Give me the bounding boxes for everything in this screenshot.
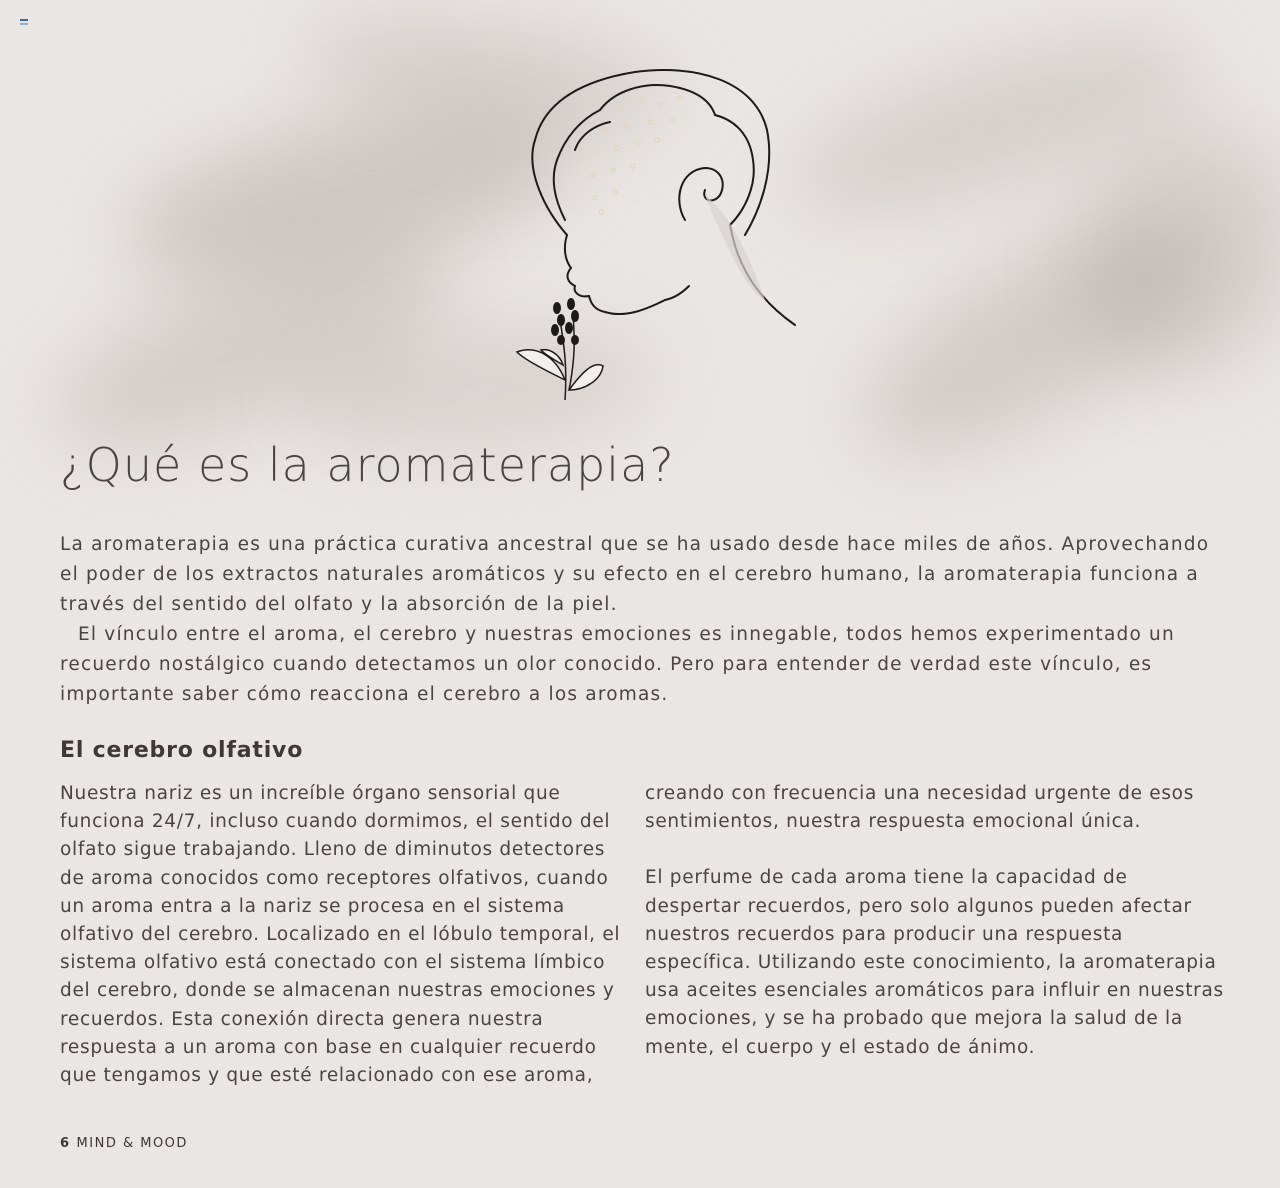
intro-paragraph: La aromaterapia es una práctica curativa ancestral que se ha usado desde hace miles de años. Aprovechando el poder de los extractos naturales aromáticos y su efecto en el cerebro humano, la aromaterapia funciona a través del sentido del olfato y la absorción de la piel. — [60, 534, 1210, 615]
section-name: MIND & MOOD — [76, 1136, 188, 1151]
body-paragraph: creando con frecuencia una necesidad urgente de esos sentimientos, nuestra respuesta emocional única. — [645, 783, 1195, 833]
left-column — [60, 780, 625, 1118]
intro-paragraph: El vínculo entre el aroma, el cerebro y nuestras emociones es innegable, todos hemos experimentado un recuerdo nostálgico cuando detectamos un olor conocido. Pero para entender de verdad este vínculo, es importante saber cómo reacciona el cerebro a los aromas. — [60, 624, 1175, 705]
intro-text — [60, 530, 1220, 710]
page-footer — [60, 1136, 188, 1151]
body-paragraph: Nuestra nariz es un increíble órgano sensorial que funciona 24/7, incluso cuando dormimos, el sentido del olfato sigue trabajando. Lleno de diminutos detectores de aroma conocidos como receptores olfativos, cuando un aroma entra a la nariz se procesa en el sistema olfativo del cerebro. Localizado en el lóbulo temporal, el sistema olfativo está conectado con el sistema límbico del cerebro, donde se almacenan nuestras emociones y recuerdos. Esta conexión directa genera nuestra respuesta a un aroma con base en cualquier recuerdo que tengamos y que esté relacionado con ese aroma, — [60, 783, 621, 1087]
body-paragraph: El perfume de cada aroma tiene la capacidad de despertar recuerdos, pero solo algunos pueden afectar nuestros recuerdos para producir una respuesta específica. Utilizando este conocimiento, la aromaterapia usa aceites esenciales aromáticos para influir en nuestras emociones, y se ha probado que mejora la salud de la mente, el cuerpo y el estado de ánimo. — [645, 867, 1224, 1058]
section-heading: El cerebro olfativo — [60, 738, 304, 763]
menu-icon[interactable] — [20, 19, 28, 25]
head-with-lavender-illustration — [505, 60, 805, 420]
page-title: ¿Qué es la aromaterapia? — [60, 438, 675, 492]
right-column — [645, 780, 1225, 1090]
page-number: 6 — [60, 1136, 71, 1151]
